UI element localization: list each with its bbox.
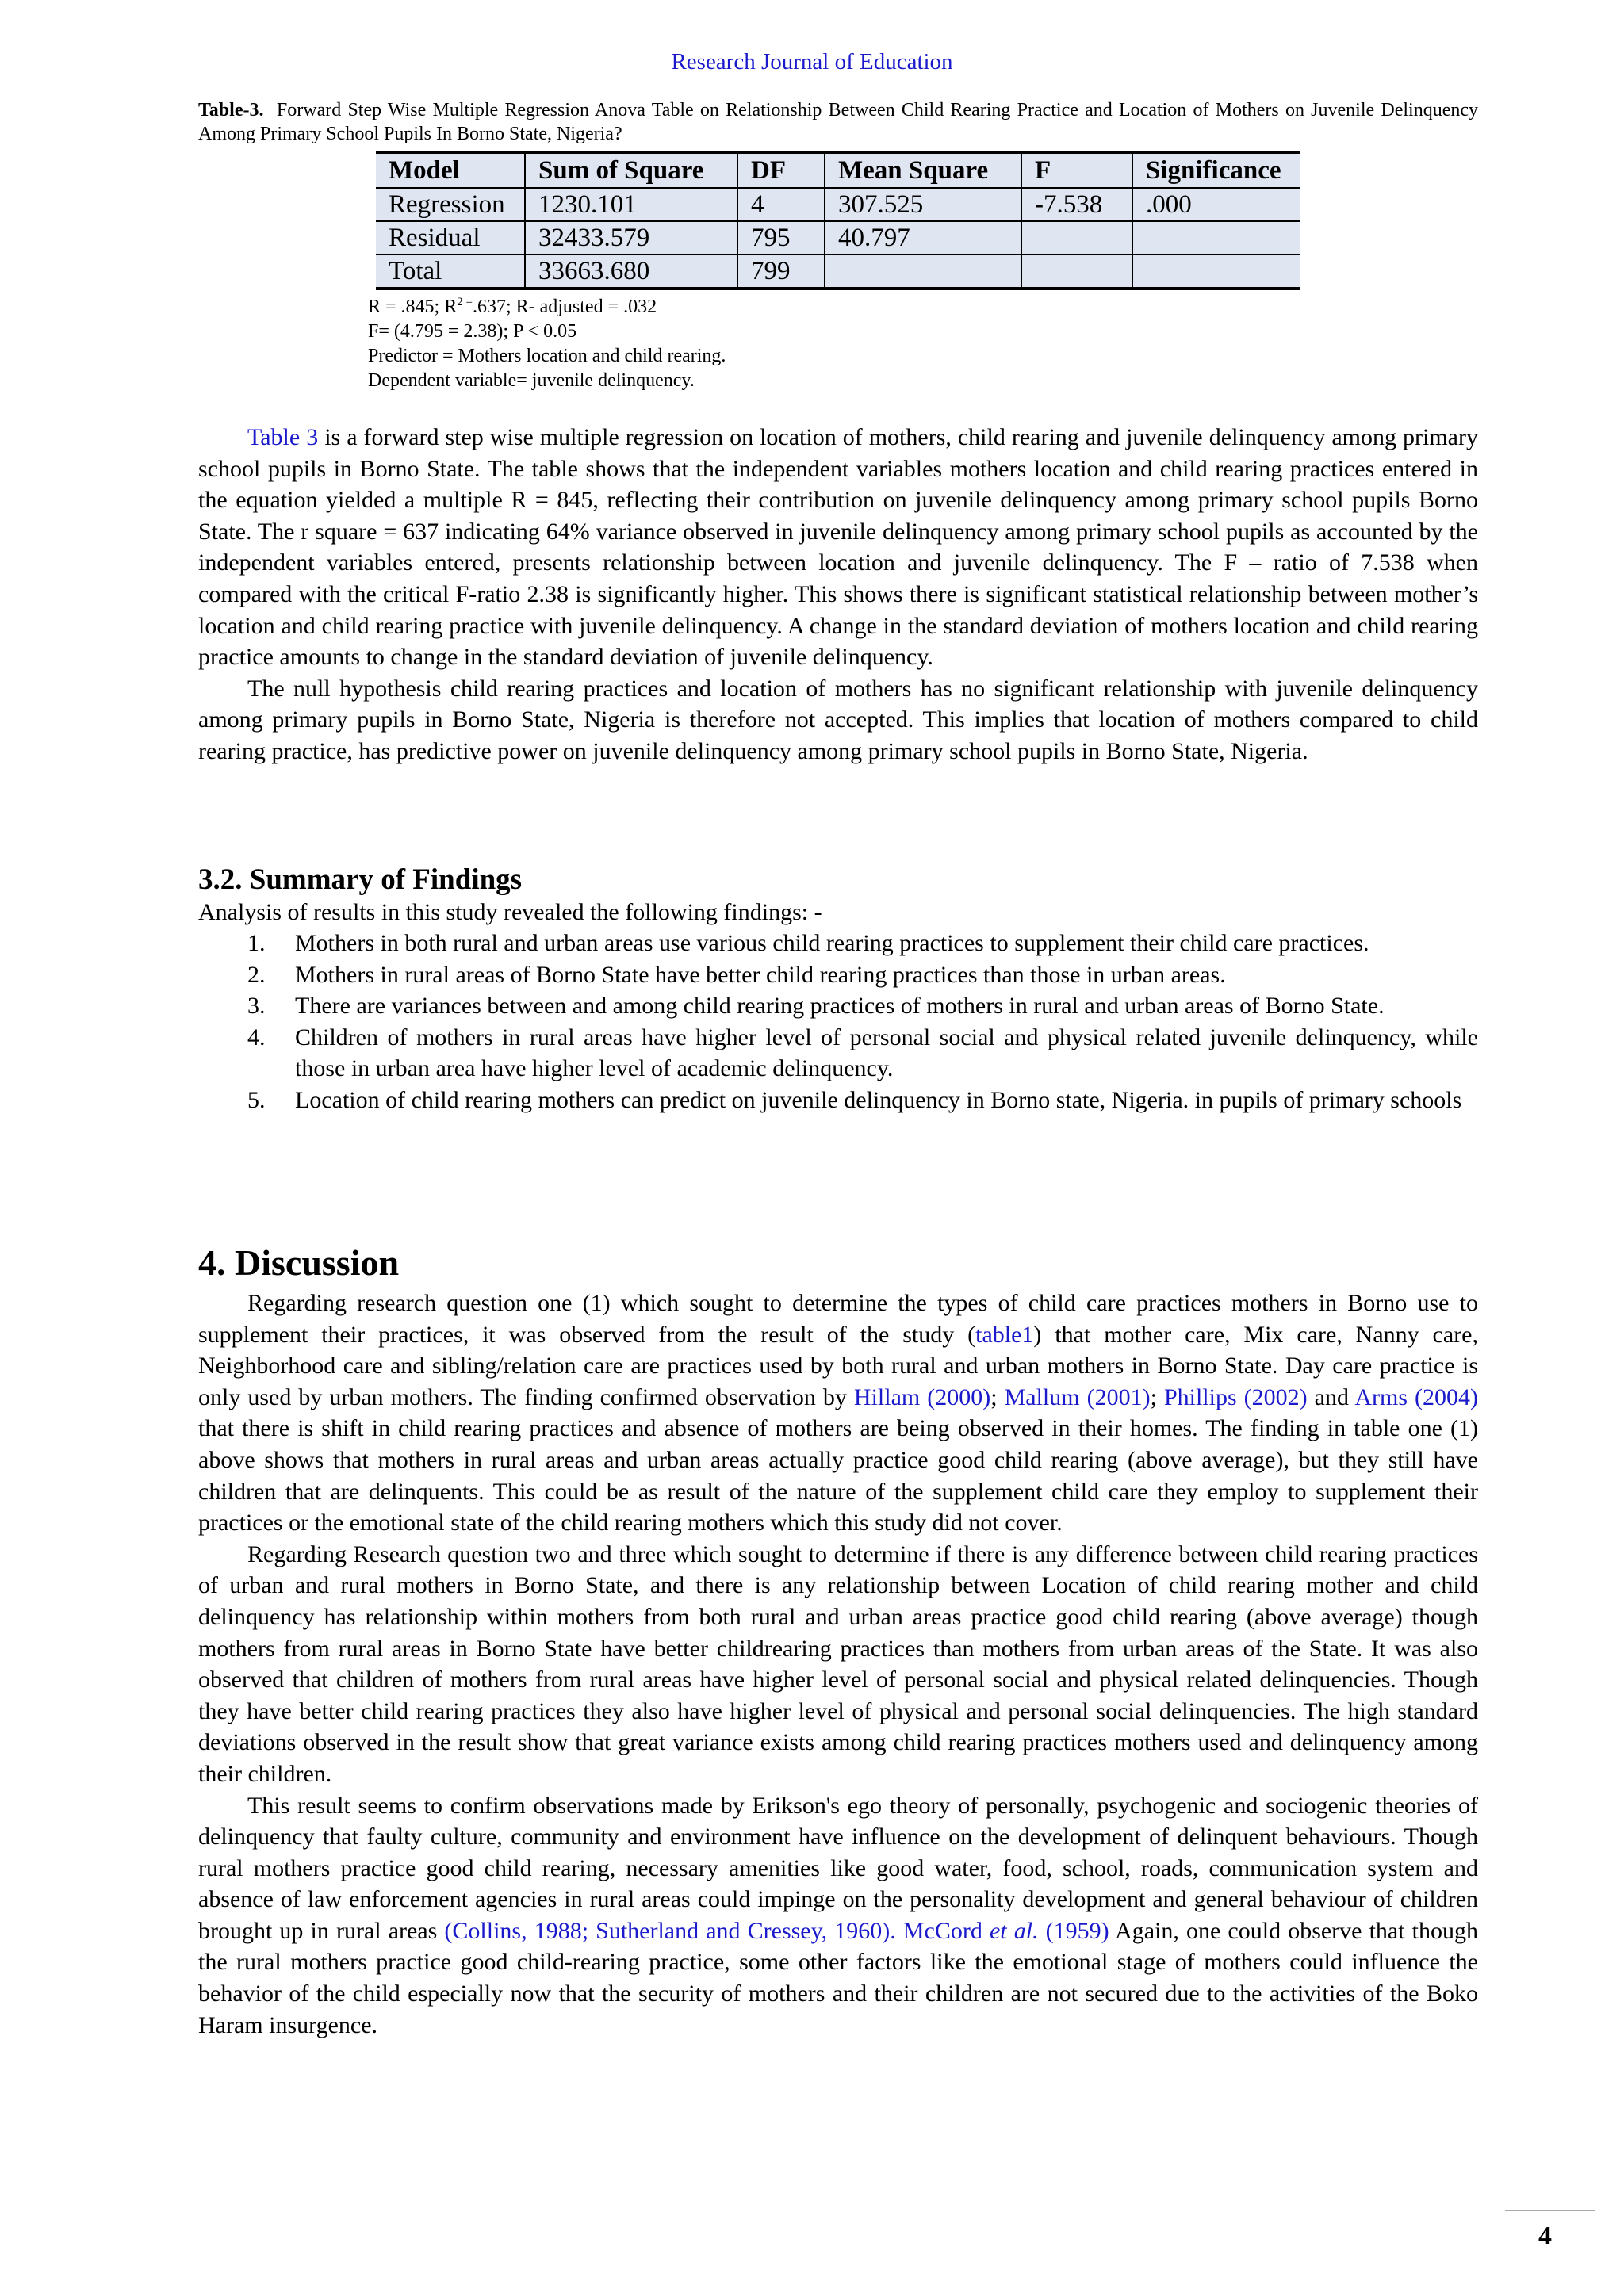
table-header-row (376, 152, 1300, 188)
column-header: Mean Square (825, 152, 1021, 188)
list-item: 2. Mothers in rural areas of Borno State have better child rearing practices than those in urban areas. (247, 961, 1226, 988)
table-row (376, 221, 1300, 254)
column-header: Model (376, 152, 525, 188)
list-item: 5. Location of child rearing mothers can predict on juvenile delinquency in Borno state, Nigeria. in pupils of primary schools (247, 1086, 1462, 1113)
table-row (376, 254, 1300, 289)
table-cell: Regression (376, 188, 525, 221)
citation-link[interactable]: Hillam (2000) (853, 1383, 991, 1410)
column-header: DF (737, 152, 825, 188)
footer-rule (1505, 2210, 1595, 2211)
note-dependent: Dependent variable= juvenile delinquency. (368, 370, 695, 391)
table-cell: 32433.579 (525, 221, 737, 254)
paragraph: Regarding Research question two and three which sought to determine if there is any difference between child rearing practices of urban and rural mothers in Borno State, and there is any relationship between Location of child rearing mother and child delinquency has relationship within mothers from both rural and urban areas practice good child rearing (above average) though mothers from rural areas in Borno State have better childrearing practices than mothers from urban areas of the State. It was also observed that children of mothers from rural areas have higher level of personal social and physical related delinquencies. Though they have better child rearing practices they also have higher level of physical and personal social delinquencies. The high standard deviations observed in the result show that great variance exists among child rearing practices mothers used and delinquency among their children. (198, 1540, 1478, 1787)
table-cell: Residual (376, 221, 525, 254)
table-cell: .000 (1132, 188, 1300, 221)
table-caption-text: Forward Step Wise Multiple Regression Anova Table on Relationship Between Child Rearing Practice and Location of Mothers on Juvenile Delinquency Among Primary School Pupils In Borno State, Nigeria? (198, 100, 1478, 144)
table3-link[interactable]: Table 3 (247, 424, 319, 450)
note-f-values: F= (4.795 = 2.38); P < 0.05 (368, 321, 577, 342)
citation-link[interactable]: Mallum (2001) (1004, 1383, 1151, 1410)
table-cell (1132, 254, 1300, 289)
citation-link[interactable]: Arms (2004) (1354, 1383, 1478, 1410)
paragraph: This result seems to confirm observations made by Erikson's ego theory of personally, psychogenic and sociogenic theories of delinquency that faulty culture, community and environment have influence on the development of delinquent behaviours. Though rural mothers practice good child rearing, necessary amenities like good water, food, school, roads, communication system and absence of law enforcement agencies in rural areas could impinge on the personality development and general behaviour of children brought up in rural areas (Collins, 1988; Sutherland and Cressey, 1960). McCord et al. (1959) Again, one could observe that though the rural mothers practice good child-rearing practice, some other factors like the emotional stage of mothers could influence the behavior of the child especially now that the security of mothers and their children are not secured due to the activities of the Boko Haram insurgence. (198, 1792, 1479, 2038)
table-caption-label: Table-3. (198, 100, 264, 121)
table-cell (1132, 221, 1300, 254)
paragraph: Regarding research question one (1) which sought to determine the types of child care practices mothers in Borno use to supplement their practices, it was observed from the result of the study (table1) that mother care, Mix care, Nanny care, Neighborhood care and sibling/relation care are practices used by both rural and urban mothers in Borno State. Day care practice is only used by urban mothers. The finding confirmed observation by Hillam (2000); Mallum (2001); Phillips (2002) and Arms (2004) that there is shift in child rearing practices and absence of mothers are being observed in their homes. The finding in table one (1) above shows that mothers in rural areas and urban areas actually practice good child rearing (above average), but they still have children that are delinquents. This could be as result of the nature of the supplement child care they employ to supplement their practices or the emotional state of the child rearing mothers which this study did not cover. (198, 1290, 1478, 1536)
column-header: Significance (1132, 152, 1300, 188)
table-cell: 795 (737, 221, 825, 254)
paragraph: Table 3 is a forward step wise multiple regression on location of mothers, child rearing and juvenile delinquency among primary school pupils in Borno State. The table shows that the independent variables mothers location and child rearing practices entered in the equation yielded a multiple R = 845, reflecting their contribution on juvenile delinquency among primary school pupils Borno State. The r square = 637 indicating 64% variance observed in juvenile delinquency among primary school pupils as accounted by the independent variables entered, presents relationship between location and juvenile delinquency. The F – ratio of 7.538 when compared with the critical F-ratio 2.38 is significantly higher. This shows there is significant statistical relationship between mother’s location and child rearing practice with juvenile delinquency. A change in the standard deviation of mothers location and child rearing practice amounts to change in the standard deviation of juvenile delinquency. (198, 424, 1478, 671)
table-cell: 307.525 (825, 188, 1021, 221)
table-cell: 33663.680 (525, 254, 737, 289)
table-notes (368, 290, 726, 393)
table-caption (198, 98, 1478, 146)
table-cell (1021, 221, 1132, 254)
discussion-paragraphs (198, 1288, 1478, 2041)
list-item: 1. Mothers in both rural and urban areas use various child rearing practices to supplement their child care practices. (247, 930, 1369, 956)
results-paragraphs (198, 422, 1478, 767)
list-item: 3. There are variances between and among child rearing practices of mothers in rural and urban areas of Borno State. (247, 993, 1385, 1020)
table-cell (825, 254, 1021, 289)
table-cell: 1230.101 (525, 188, 737, 221)
findings-list (198, 928, 1478, 1116)
findings-intro: Analysis of results in this study revealed the following findings: - (198, 899, 822, 925)
section-heading: 4. Discussion (198, 1242, 400, 1283)
table-cell: -7.538 (1021, 188, 1132, 221)
table-cell: 40.797 (825, 221, 1021, 254)
anova-table (376, 151, 1300, 290)
table-cell: 4 (737, 188, 825, 221)
citation-link[interactable]: (Collins, 1988; Sutherland and Cressey, 1960). (444, 1917, 896, 1944)
column-header: Sum of Square (525, 152, 737, 188)
citation-link[interactable]: McCord et al. (1959) (902, 1917, 1109, 1944)
table-cell: Total (376, 254, 525, 289)
note-r-values: R = .845; $R^{2 =}.637$; R- adjusted = .032 (368, 296, 657, 317)
note-predictor: Predictor = Mothers location and child rearing. (368, 346, 726, 366)
table1-link[interactable]: table1 (975, 1321, 1034, 1348)
paragraph: The null hypothesis child rearing practices and location of mothers has no significant relationship with juvenile delinquency among primary pupils in Borno State, Nigeria is therefore not accepted. This implies that location of mothers compared to child rearing practice, has predictive power on juvenile delinquency among primary school pupils in Borno State, Nigeria. (198, 675, 1478, 764)
list-item: 4. Children of mothers in rural areas have higher level of personal social and physical related juvenile delinquency, while those in urban area have higher level of academic delinquency. (247, 1024, 1478, 1082)
running-head: Research Journal of Education (671, 49, 953, 75)
table-cell: 799 (737, 254, 825, 289)
citation-link[interactable]: Phillips (2002) (1163, 1383, 1308, 1410)
table-row (376, 188, 1300, 221)
table-cell (1021, 254, 1132, 289)
section-heading: 3.2. Summary of Findings (198, 863, 523, 896)
page-number: 4 (1538, 2221, 1552, 2251)
column-header: F (1021, 152, 1132, 188)
